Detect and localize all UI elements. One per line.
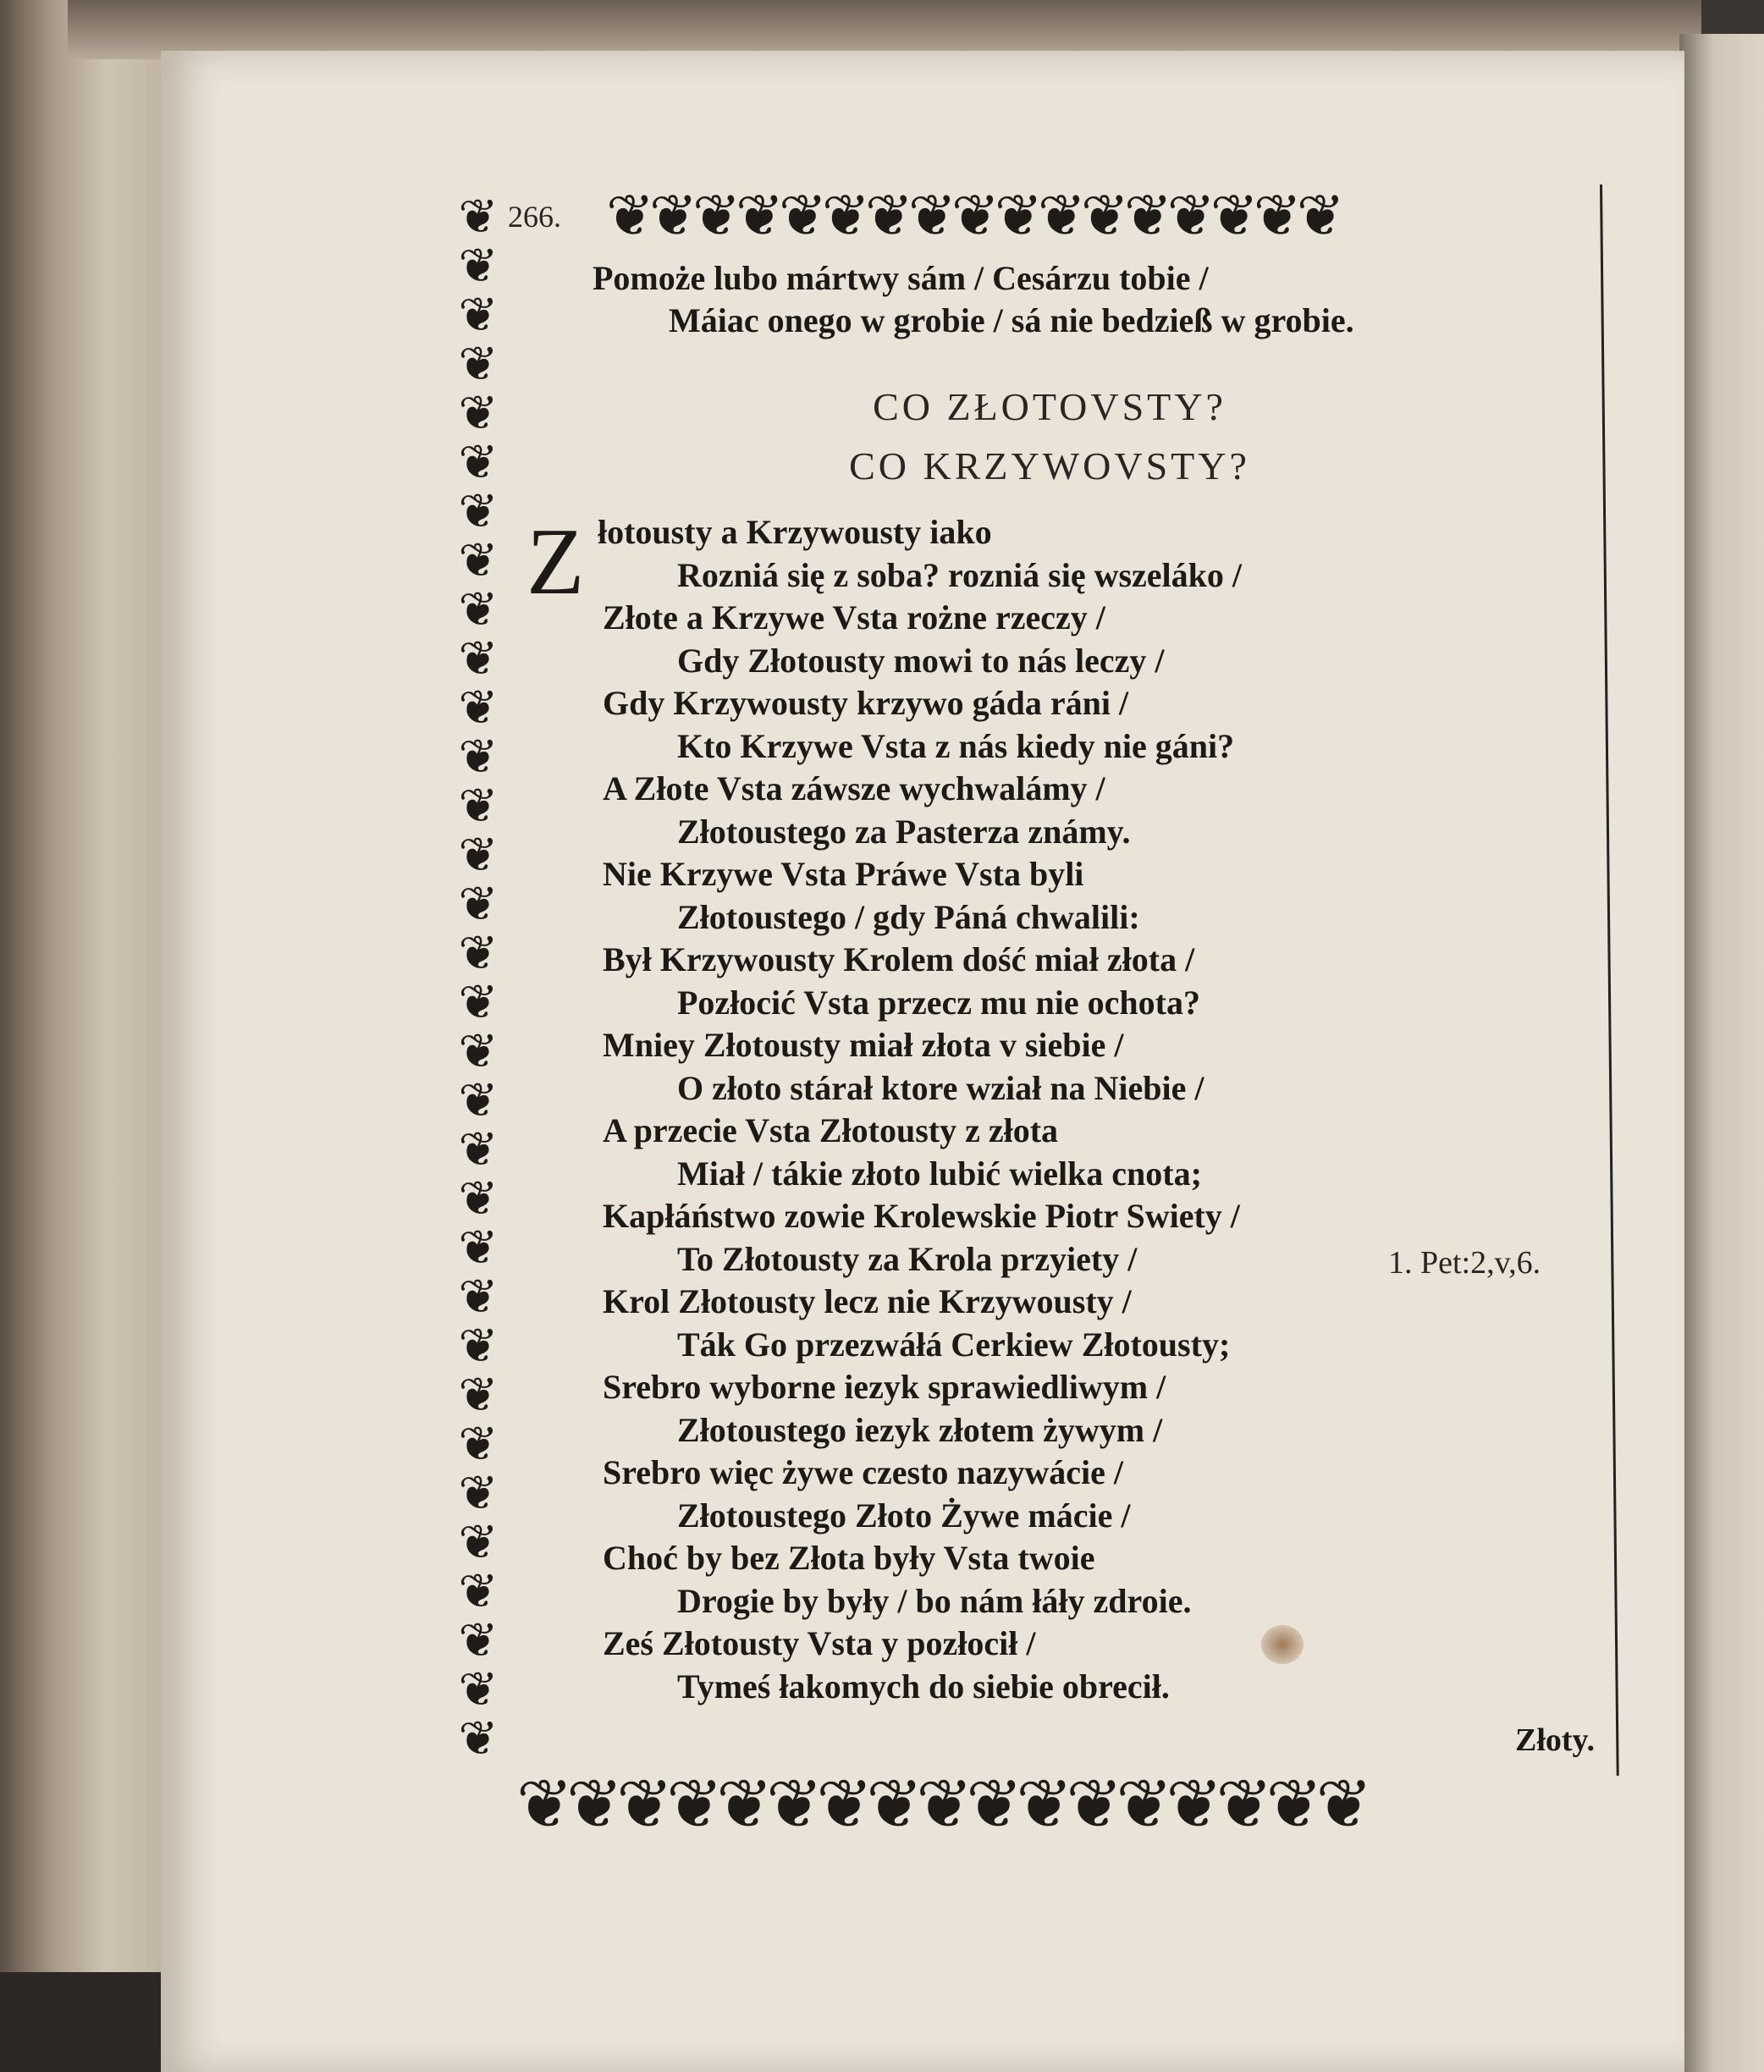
fleuron-icon: ❦ xyxy=(994,183,1038,250)
poem-line: Kapłáństwo zowie Krolewskie Piotr Swiety / xyxy=(603,1197,1240,1235)
fleuron-icon: ❦ xyxy=(458,877,499,932)
fleuron-icon: ❦ xyxy=(1037,183,1081,250)
fleuron-icon: ❦ xyxy=(458,288,499,343)
poem-line: Nie Krzywe Vsta Práwe Vsta byli xyxy=(603,855,1084,893)
fleuron-icon: ❦ xyxy=(458,386,499,441)
fleuron-icon: ❦ xyxy=(716,1765,767,1843)
fleuron-icon: ❦ xyxy=(458,1368,499,1423)
poem-line: A przecie Vsta Złotousty z złota xyxy=(603,1111,1059,1149)
fleuron-icon: ❦ xyxy=(1210,183,1254,250)
fleuron-icon: ❦ xyxy=(458,1466,499,1521)
fleuron-icon: ❦ xyxy=(458,730,499,785)
ornament-border-bottom xyxy=(516,1765,1366,1843)
poem-line: Pozłocić Vsta przecz mu nie ochota? xyxy=(677,983,1200,1022)
fleuron-icon: ❦ xyxy=(458,1613,499,1668)
fleuron-icon: ❦ xyxy=(778,183,822,250)
fleuron-icon: ❦ xyxy=(458,533,499,588)
fleuron-icon: ❦ xyxy=(458,681,499,736)
book-page-edges xyxy=(0,0,178,2072)
poem-line: Złotoustego / gdy Páná chwalili: xyxy=(677,897,1140,936)
drop-cap: Z xyxy=(526,510,585,614)
poem-line: Był Krzywousty Krolem dość miał złota / xyxy=(603,940,1195,978)
paper-stain xyxy=(1261,1625,1304,1664)
poem-line: Gdy Krzywousty krzywo gáda ráni / xyxy=(603,684,1129,722)
fleuron-icon: ❦ xyxy=(1116,1765,1166,1843)
fleuron-icon: ❦ xyxy=(966,1765,1017,1843)
poem-line: Krol Złotousty lecz nie Krzywousty / xyxy=(603,1282,1132,1320)
fleuron-icon: ❦ xyxy=(458,1711,499,1766)
fleuron-icon: ❦ xyxy=(458,1171,499,1226)
poem-line: Srebro wyborne iezyk sprawiedliwym / xyxy=(603,1368,1166,1406)
fleuron-icon: ❦ xyxy=(458,1319,499,1374)
facing-page-edge xyxy=(1679,34,1764,2072)
heading-zlotousty: CO ZŁOTOVSTY? xyxy=(873,385,1227,428)
fleuron-icon: ❦ xyxy=(516,1765,567,1843)
fleuron-icon: ❦ xyxy=(1296,183,1340,250)
fleuron-icon: ❦ xyxy=(766,1765,817,1843)
fleuron-icon: ❦ xyxy=(1016,1765,1067,1843)
fleuron-icon: ❦ xyxy=(1315,1765,1366,1843)
fleuron-icon: ❦ xyxy=(916,1765,967,1843)
fleuron-icon: ❦ xyxy=(458,1564,499,1619)
fleuron-icon: ❦ xyxy=(616,1765,667,1843)
fleuron-icon: ❦ xyxy=(458,926,499,981)
fleuron-icon: ❦ xyxy=(458,828,499,883)
poem-line: Złote a Krzywe Vsta rożne rzeczy / xyxy=(603,598,1105,636)
fleuron-icon: ❦ xyxy=(458,1073,499,1128)
fleuron-icon: ❦ xyxy=(821,183,865,250)
fleuron-icon: ❦ xyxy=(458,1662,499,1717)
page-number: 266. xyxy=(508,200,561,234)
poem-line: Ták Go przezwáłá Cerkiew Złotousty; xyxy=(677,1325,1231,1364)
poem-line: Kto Krzywe Vsta z nás kiedy nie gáni? xyxy=(677,726,1235,765)
poem-line: Gdy Złotousty mowi to nás leczy / xyxy=(677,641,1165,680)
fleuron-icon: ❦ xyxy=(1166,1765,1216,1843)
poem-line: Ześ Złotousty Vsta y pozłocił / xyxy=(603,1624,1036,1662)
fleuron-icon: ❦ xyxy=(1166,183,1210,250)
fleuron-icon: ❦ xyxy=(458,1515,499,1570)
fleuron-icon: ❦ xyxy=(907,183,951,250)
fleuron-icon: ❦ xyxy=(458,779,499,834)
fleuron-icon: ❦ xyxy=(458,435,499,490)
fleuron-icon: ❦ xyxy=(648,183,692,250)
fleuron-icon: ❦ xyxy=(458,975,499,1030)
fleuron-icon: ❦ xyxy=(458,1024,499,1079)
fleuron-icon: ❦ xyxy=(606,183,649,250)
poem-line: Drogie by były / bo nám łáły zdroie. xyxy=(677,1581,1192,1620)
fleuron-icon: ❦ xyxy=(692,183,736,250)
intro-line-1: Pomoże lubo mártwy sám / Cesárzu tobie / xyxy=(593,259,1209,297)
intro-line-2: Máiac onego w grobie / sá nie bedzieß w grobie. xyxy=(669,301,1354,339)
fleuron-icon: ❦ xyxy=(458,1417,499,1472)
fleuron-icon: ❦ xyxy=(458,239,499,294)
fleuron-icon: ❦ xyxy=(1080,183,1124,250)
fleuron-icon: ❦ xyxy=(1066,1765,1116,1843)
fleuron-icon: ❦ xyxy=(458,484,499,539)
fleuron-icon: ❦ xyxy=(458,193,499,245)
fleuron-icon: ❦ xyxy=(1123,183,1167,250)
catchword: Złoty. xyxy=(1515,1722,1595,1758)
fleuron-icon: ❦ xyxy=(666,1765,717,1843)
ornament-border-top xyxy=(606,183,1340,250)
fleuron-icon: ❦ xyxy=(458,337,499,392)
fleuron-icon: ❦ xyxy=(1253,183,1297,250)
margin-note: 1. Pet:2,v,6. xyxy=(1388,1245,1541,1281)
poem-line: Złotoustego Złoto Żywe mácie / xyxy=(677,1496,1131,1535)
poem-line: Srebro więc żywe czesto nazywácie / xyxy=(603,1453,1123,1491)
fleuron-icon: ❦ xyxy=(458,1122,499,1177)
poem-line: Tymeś łakomych do siebie obrecił. xyxy=(677,1667,1170,1706)
fleuron-icon: ❦ xyxy=(866,1765,917,1843)
poem-line: A Złote Vsta záwsze wychwalámy / xyxy=(603,769,1105,807)
fleuron-icon: ❦ xyxy=(458,631,499,686)
fleuron-icon: ❦ xyxy=(735,183,779,250)
fleuron-icon: ❦ xyxy=(864,183,908,250)
fleuron-icon: ❦ xyxy=(566,1765,617,1843)
fleuron-icon: ❦ xyxy=(1265,1765,1316,1843)
fleuron-icon: ❦ xyxy=(458,1270,499,1325)
poem-line: O złoto stárał ktore wział na Niebie / xyxy=(677,1068,1204,1107)
poem-line: Mniey Złotousty miał złota v siebie / xyxy=(603,1026,1124,1064)
poem-line: Rozniá się z soba? rozniá się wszeláko / xyxy=(677,555,1243,594)
poem-line: łotousty a Krzywousty iako xyxy=(598,513,992,551)
heading-krzywousty: CO KRZYWOVSTY? xyxy=(849,444,1250,488)
poem-line: Złotoustego za Pasterza známy. xyxy=(677,812,1131,851)
fleuron-icon: ❦ xyxy=(951,183,995,250)
poem-line: Miał / tákie złoto lubić wielka cnota; xyxy=(677,1154,1202,1193)
ornament-border-left xyxy=(454,193,503,1767)
fleuron-icon: ❦ xyxy=(458,1221,499,1276)
fleuron-icon: ❦ xyxy=(816,1765,867,1843)
poem-line: Złotoustego iezyk złotem żywym / xyxy=(677,1410,1163,1449)
fleuron-icon: ❦ xyxy=(1216,1765,1266,1843)
fleuron-icon: ❦ xyxy=(458,582,499,637)
poem-line: To Złotousty za Krola przyiety / xyxy=(677,1239,1138,1278)
poem-line: Choć by bez Złota były Vsta twoie xyxy=(603,1539,1095,1577)
